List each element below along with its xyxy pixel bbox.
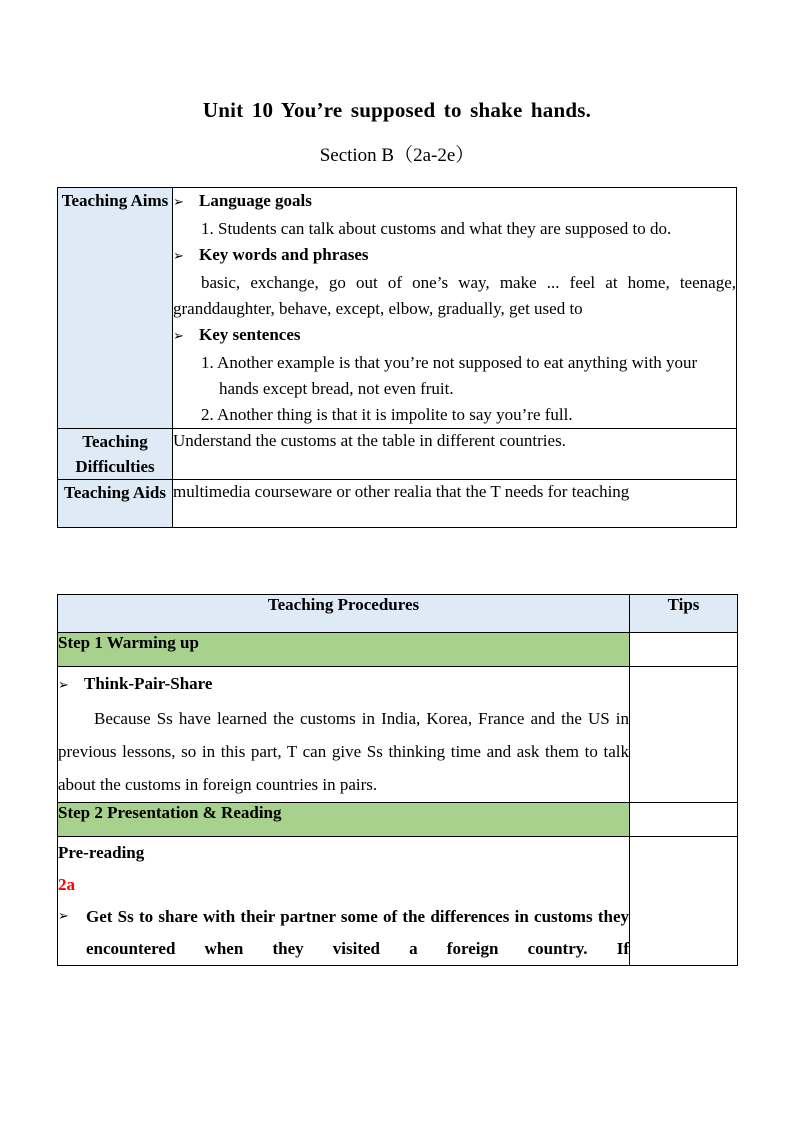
tips-column-header: Tips xyxy=(630,595,738,633)
key-sentences-label: Key sentences xyxy=(199,325,301,344)
language-goals-label: Language goals xyxy=(199,191,312,210)
tips-cell-empty xyxy=(630,633,738,667)
teaching-aims-content-cell xyxy=(173,188,737,429)
teaching-aims-table xyxy=(57,187,737,528)
key-sentence-2: 2. Another thing is that it is impolite to say you’re full. xyxy=(201,405,573,424)
think-pair-share-label: Think-Pair-Share xyxy=(84,674,213,693)
teaching-aids-row xyxy=(58,480,737,528)
key-words-label: Key words and phrases xyxy=(199,245,369,264)
step1-content-cell xyxy=(58,667,630,803)
arrow-bullet-icon: ➢ xyxy=(173,195,184,210)
procedures-column-header: Teaching Procedures xyxy=(58,595,630,633)
step1-title: Step 1 Warming up xyxy=(58,633,630,667)
step1-content-row xyxy=(58,667,738,803)
document-title: Unit 10 You’re supposed to shake hands. xyxy=(202,98,592,122)
key-words-heading xyxy=(173,242,736,270)
step1-title-row xyxy=(58,633,738,667)
step2-title-row xyxy=(58,803,738,837)
document-content xyxy=(57,0,737,966)
teaching-aims-row xyxy=(58,188,737,429)
step2-content-row xyxy=(58,837,738,966)
pre-reading-label: Pre-reading xyxy=(58,843,145,862)
teaching-procedures-table xyxy=(57,594,738,966)
arrow-bullet-icon: ➢ xyxy=(173,249,184,264)
arrow-bullet-icon: ➢ xyxy=(58,678,69,693)
arrow-bullet-icon: ➢ xyxy=(58,909,69,924)
step2-bullet-text: Get Ss to share with their partner some of the differences in customs they encountered when they visited a foreign country. If xyxy=(86,907,629,958)
step2-title: Step 2 Presentation & Reading xyxy=(58,803,630,837)
tips-cell-empty xyxy=(630,667,738,803)
step2-bullet-item xyxy=(58,901,629,965)
teaching-difficulties-row xyxy=(58,429,737,480)
teaching-aims-row-header: Teaching Aims xyxy=(58,188,173,429)
teaching-aids-row-header: Teaching Aids xyxy=(58,480,173,528)
teaching-aids-content-cell: multimedia courseware or other realia that the T needs for teaching xyxy=(173,480,737,528)
arrow-bullet-icon: ➢ xyxy=(173,329,184,344)
think-pair-share-heading xyxy=(58,667,629,702)
tips-cell-empty xyxy=(630,837,738,966)
step1-text: Because Ss have learned the customs in India, Korea, France and the US in previous lessons, so in this part, T can give Ss thinking time and ask them to talk about the customs in foreign countries in pairs. xyxy=(58,709,629,794)
activity-tag-2a: 2a xyxy=(58,875,75,894)
document-subtitle: Section B（2a-2e） xyxy=(319,145,475,166)
key-sentence-1-continued: hands except bread, not even fruit. xyxy=(219,379,454,398)
step2-content-cell xyxy=(58,837,630,966)
key-sentences-heading xyxy=(173,322,736,350)
language-goals-text: 1. Students can talk about customs and what they are supposed to do. xyxy=(201,219,672,238)
tips-cell-empty xyxy=(630,803,738,837)
key-sentence-1: 1. Another example is that you’re not supposed to eat anything with your xyxy=(201,353,698,372)
teaching-difficulties-content-cell: Understand the customs at the table in different countries. xyxy=(173,429,737,480)
teaching-difficulties-row-header: Teaching Difficulties xyxy=(58,429,173,480)
key-words-text: basic, exchange, go out of one’s way, make ... feel at home, teenage, granddaughter, behave, except, elbow, gradually, get used to xyxy=(173,273,736,318)
procedures-header-row xyxy=(58,595,738,633)
language-goals-heading xyxy=(173,188,736,216)
